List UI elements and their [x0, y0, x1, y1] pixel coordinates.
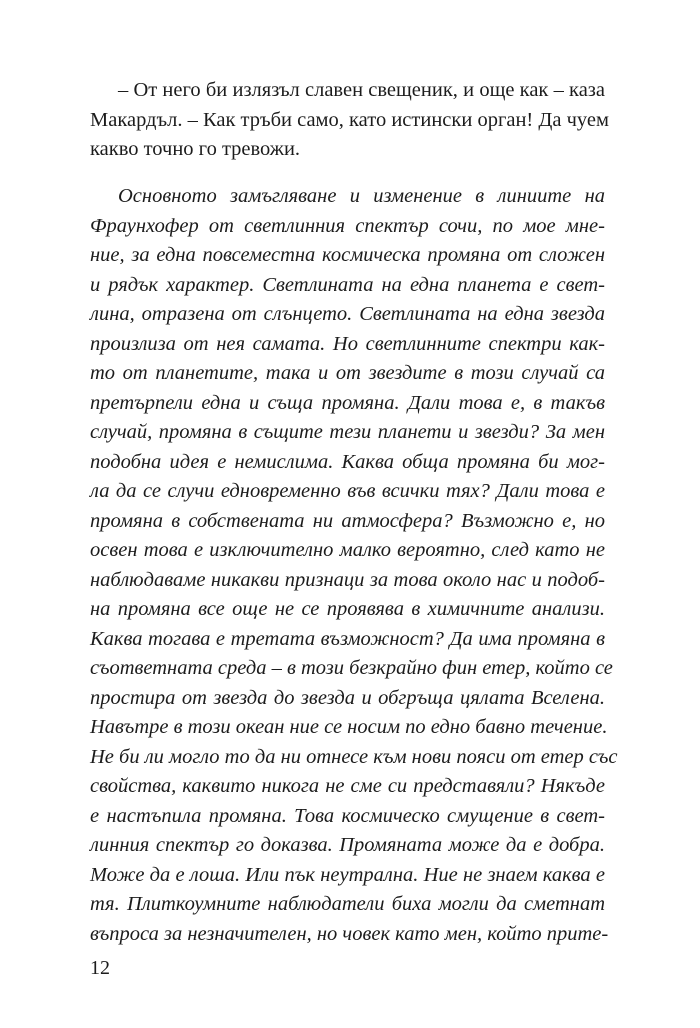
- text-line: простира от звезда до звезда и обгръща цялата Вселена.: [90, 686, 605, 709]
- text-line: Макардъл. – Как тръби само, като истински орган! Да чуем: [90, 108, 609, 131]
- text-line: Не би ли могло то да ни отнесе към нови пояси от етер със: [90, 745, 618, 768]
- text-line: – От него би излязъл славен свещеник, и още как – каза: [118, 79, 605, 101]
- text-line: случай, промяна в същите тези планети и звезди? За мен: [90, 421, 605, 443]
- text-line: на промяна все още не се проявява в химичните анализи.: [90, 598, 605, 620]
- dialogue-paragraph: [90, 76, 609, 165]
- text-line: подобна идея е немислима. Каква обща промяна би мог-: [90, 450, 605, 473]
- text-line: наблюдаваме никакви признаци за това около нас и подоб-: [90, 568, 605, 591]
- text-line: лина, отразена от слънцето. Светлината на една звезда: [90, 303, 605, 325]
- text-line: освен това е изключително малко вероятно, след като не: [90, 539, 605, 561]
- text-line: е настъпила промяна. Това космическо смущение в свет-: [90, 804, 605, 827]
- text-line: Навътре в този океан ние се носим по едно бавно течение.: [90, 716, 608, 738]
- text-line: Основното замъгляване и изменение в линиите на: [118, 185, 605, 207]
- text-line: Каква тогава е третата възможност? Да има промяна в: [90, 627, 605, 650]
- text-line: линния спектър го доказва. Промяната може да е добра.: [90, 834, 605, 856]
- text-line: претърпели една и съща промяна. Дали това е, в такъв: [90, 391, 605, 414]
- text-line: какво точно го тревожи.: [90, 138, 301, 160]
- text-line: Може да е лоша. Или пък неутрална. Ние не знаем каква е: [90, 863, 605, 886]
- text-line: тя. Плиткоумните наблюдатели биха могли да сметнат: [90, 893, 605, 915]
- text-line: съответната среда – в този безкрайно фин етер, който се: [90, 657, 613, 679]
- text-line: свойства, каквито никога не сме си представяли? Някъде: [90, 775, 605, 797]
- text-line: и рядък характер. Светлината на една планета е свет-: [90, 273, 605, 296]
- text-line: въпроса за незначителен, но човек като мен, който прите-: [90, 922, 609, 945]
- text-line: произлиза от нея самата. Но светлинните спектри как-: [90, 332, 605, 355]
- text-line: ние, за една повсеместна космическа промяна от сложен: [90, 244, 605, 266]
- page-number: 12: [90, 957, 110, 979]
- text-line: Фраунхофер от светлинния спектър сочи, по мое мне-: [90, 214, 605, 237]
- text-line: то от планетите, така и от звездите в този случай са: [90, 362, 605, 384]
- text-line: ла да се случи едновременно във всички тях? Дали това е: [90, 480, 605, 502]
- quoted-letter-paragraph: [90, 182, 618, 949]
- text-line: промяна в собствената ни атмосфера? Възможно е, но: [90, 509, 605, 532]
